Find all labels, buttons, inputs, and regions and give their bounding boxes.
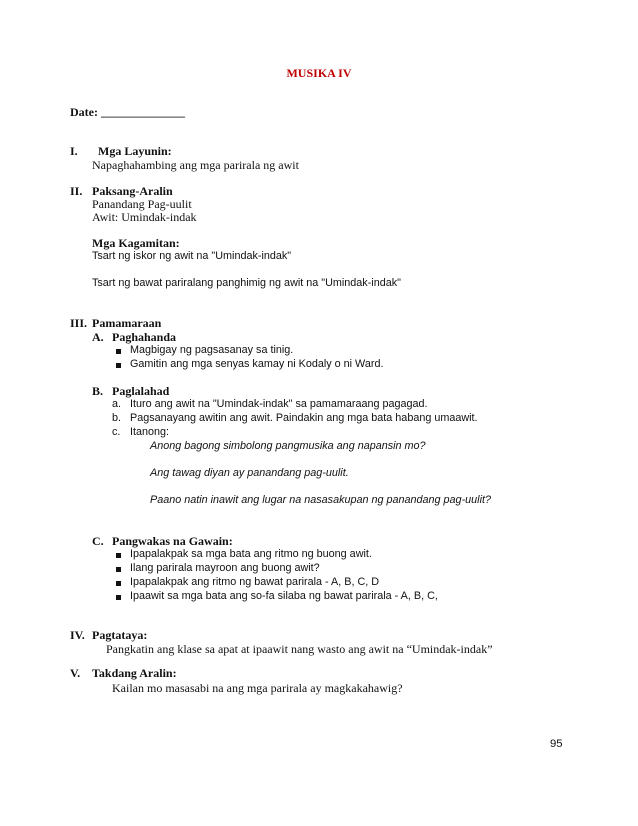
section-5-number: V. bbox=[70, 666, 81, 680]
list-item-label: c. bbox=[112, 426, 121, 438]
section-1-text: Napaghahambing ang mga parirala ng awit bbox=[92, 158, 299, 172]
section-2-number: II. bbox=[70, 184, 83, 198]
list-item: Ituro ang awit na "Umindak-indak" sa pamamaraang pagagad. bbox=[130, 398, 428, 410]
bullet-icon bbox=[116, 553, 121, 558]
subsection-c-label: C. bbox=[92, 534, 104, 548]
section-1-number: I. bbox=[70, 144, 78, 158]
question: Ang tawag diyan ay panandang pag-uulit. bbox=[150, 467, 349, 479]
list-item: Ipapalakpak ang ritmo ng bawat parirala - A, B, C, D bbox=[130, 576, 380, 588]
section-3-number: III. bbox=[70, 316, 88, 330]
page-number: 95 bbox=[550, 738, 563, 750]
question: Anong bagong simbolong pangmusika ang napansin mo? bbox=[150, 440, 426, 452]
bullet-icon bbox=[116, 363, 121, 368]
list-item: Magbigay ng pagsasanay sa tinig. bbox=[130, 344, 294, 356]
list-item-label: b. bbox=[112, 412, 122, 424]
bullet-icon bbox=[116, 349, 121, 354]
bullet-icon bbox=[116, 581, 121, 586]
subsection-b-label: B. bbox=[92, 384, 104, 398]
date-label: Date: ______________ bbox=[70, 105, 185, 119]
list-item: Ipaawit sa mga bata ang so-fa silaba ng bawat parirala - A, B, C, bbox=[130, 590, 438, 602]
section-2-line: Panandang Pag-uulit bbox=[92, 197, 192, 211]
section-4-text: Pangkatin ang klase sa apat at ipaawit nang wasto ang awit na “Umindak-indak” bbox=[106, 642, 493, 656]
materials-item: Tsart ng bawat pariralang panghimig ng awit na "Umindak-indak" bbox=[92, 277, 401, 289]
list-item-label: a. bbox=[112, 398, 122, 410]
bullet-icon bbox=[116, 567, 121, 572]
section-4-number: IV. bbox=[70, 628, 85, 642]
page-title: MUSIKA IV bbox=[286, 66, 352, 80]
list-item: Pagsanayang awitin ang awit. Paindakin ang mga bata habang umaawit. bbox=[130, 412, 478, 424]
list-item: Gamitin ang mga senyas kamay ni Kodaly o ni Ward. bbox=[130, 358, 384, 370]
materials-heading: Mga Kagamitan: bbox=[92, 236, 180, 250]
question: Paano natin inawit ang lugar na nasasakupan ng panandang pag-uulit? bbox=[150, 494, 491, 506]
section-5-heading: Takdang Aralin: bbox=[92, 666, 177, 680]
section-5-text: Kailan mo masasabi na ang mga parirala ay magkakahawig? bbox=[112, 681, 403, 695]
subsection-b-heading: Paglalahad bbox=[112, 384, 170, 398]
list-item: Ilang parirala mayroon ang buong awit? bbox=[130, 562, 320, 574]
section-1-heading: Mga Layunin: bbox=[98, 144, 172, 158]
bullet-icon bbox=[116, 595, 121, 600]
list-item: Ipapalakpak sa mga bata ang ritmo ng buong awit. bbox=[130, 548, 372, 560]
subsection-a-heading: Paghahanda bbox=[112, 330, 177, 344]
subsection-c-heading: Pangwakas na Gawain: bbox=[112, 534, 233, 548]
section-2-line: Awit: Umindak-indak bbox=[92, 210, 197, 224]
section-4-heading: Pagtataya: bbox=[92, 628, 148, 642]
subsection-a-label: A. bbox=[92, 330, 104, 344]
section-2-heading: Paksang-Aralin bbox=[92, 184, 173, 198]
materials-item: Tsart ng iskor ng awit na "Umindak-indak" bbox=[92, 250, 292, 262]
section-3-heading: Pamamaraan bbox=[92, 316, 162, 330]
list-item: Itanong: bbox=[130, 426, 170, 438]
